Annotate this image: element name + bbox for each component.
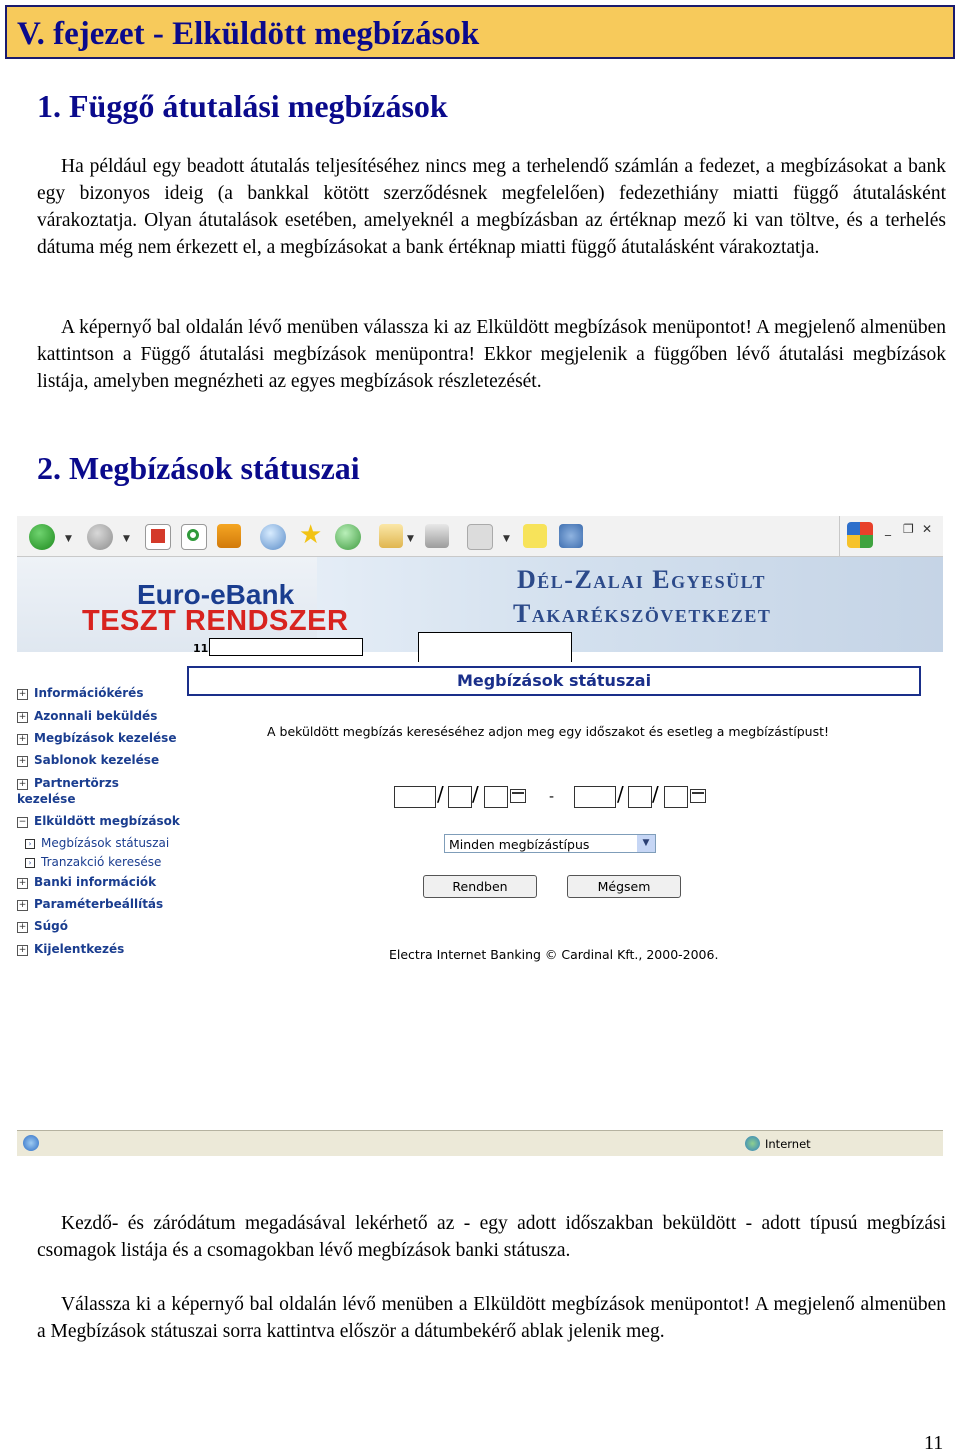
sidebar-item-kijelentkezes[interactable]: + Kijelentkezés (18, 942, 125, 956)
start-year-input[interactable] (394, 786, 436, 808)
expand-icon: + (18, 945, 27, 955)
expand-icon: + (18, 779, 27, 789)
history-icon[interactable] (335, 524, 361, 550)
back-icon[interactable] (29, 524, 55, 550)
sidebar-item-banki-informaciok[interactable]: + Banki információk (18, 875, 157, 889)
calendar-icon[interactable] (510, 789, 526, 803)
sidebar-item-partnertorzs-cont[interactable]: kezelése (17, 792, 76, 806)
edit-icon[interactable] (467, 524, 493, 550)
expand-icon: + (18, 734, 27, 744)
expand-icon: + (18, 712, 27, 722)
print-icon[interactable] (425, 524, 449, 548)
forward-dropdown-icon[interactable]: ▼ (123, 534, 130, 544)
sidebar-item-sugo[interactable]: + Súgó (18, 919, 69, 933)
arrow-icon: › (25, 839, 35, 849)
arrow-icon: › (25, 858, 35, 868)
start-month-input[interactable] (448, 786, 472, 808)
home-icon[interactable] (217, 524, 241, 548)
test-system-label: TESZT RENDSZER (82, 605, 349, 637)
sidebar-item-megbizasok-kezelese[interactable]: + Megbízások kezelése (18, 731, 177, 745)
section1-paragraph-2: A képernyő bal oldalán lévő menüben válassza ki az Elküldött megbízások menüpontot! A megjelenő almenüben kattintson a Függő átutalási megbízások menüpontra! Ekkor megjelenik a függőben lévő átutalási megbízások listája, amelyben megnézheti az egyes megbízások részletezését. (37, 317, 946, 392)
zone-label: Internet (765, 1137, 811, 1151)
app-content: + Információkérés + Azonnali beküldés + Megbízások kezelése + Sablonok kezelése + Partnertörzs kezelése − Elküldött megbízások › Megbízások státuszai › Tranzakció keresése + Banki információk + Paraméterbeállítás + Súgó + Kijelentkezés Megbízások státuszai A beküldött megbízás kereséséhez adjon meg egy időszakot és esetleg a megbízástípust! / / - / / Minden megbízástípus ▼ Rendben Mégsem Electra Internet Banking © Cardinal Kft., 2000-2006. (17, 662, 943, 1130)
back-dropdown-icon[interactable]: ▼ (65, 534, 72, 544)
type-select[interactable]: Minden megbízástípus ▼ (444, 834, 656, 853)
sidebar-item-partnertorzs[interactable]: + Partnertörzs (18, 776, 119, 790)
instruction-text: A beküldött megbízás kereséséhez adjon meg egy időszakot és esetleg a megbízástípust! (267, 724, 830, 739)
chapter-header (5, 5, 955, 59)
collapse-icon: − (18, 817, 27, 827)
windows-logo-icon (847, 522, 873, 548)
copyright-text: Electra Internet Banking © Cardinal Kft., 2000-2006. (389, 947, 719, 962)
messenger-icon[interactable] (559, 524, 583, 548)
ok-button[interactable]: Rendben (423, 875, 537, 898)
browser-statusbar (17, 1130, 943, 1156)
expand-icon: + (18, 689, 27, 699)
end-year-input[interactable] (574, 786, 616, 808)
forward-icon[interactable] (87, 524, 113, 550)
section1-paragraph-1: Ha például egy beadott átutalás teljesítéséhez nincs meg a terhelendő számlán a fedezet, a megbízásokat a bank egy bizonyos ideig (a bankkal kötött szerződésnek megfelelően) fedezethiány miatti függő átutalásként várakoztatja. Olyan átutalások esetében, amelyeknél a megbízásban az értéknap mező ki van töltve, és a terhelés dátuma még nem érkezett el, a megbízásokat a bank értéknap miatti függő átutalásként várakoztatja. (37, 156, 946, 258)
sidebar-item-informaciokeres[interactable]: + Információkérés (18, 686, 144, 700)
sidebar-item-sablonok-kezelese[interactable]: + Sablonok kezelése (18, 753, 160, 767)
chapter-title: V. fejezet - Elküldött megbízások (17, 16, 480, 52)
cancel-button[interactable]: Mégsem (567, 875, 681, 898)
ie-page-icon (23, 1135, 39, 1151)
expand-icon: + (18, 922, 27, 932)
expand-icon: + (18, 756, 27, 766)
brand-logo: Euro-eBank (137, 579, 295, 610)
discuss-icon[interactable] (523, 524, 547, 548)
search-icon[interactable] (260, 524, 286, 550)
chevron-down-icon[interactable]: ▼ (637, 835, 655, 852)
sidebar-item-azonnali-bekuldes[interactable]: + Azonnali beküldés (18, 709, 158, 723)
close-icon[interactable]: ✕ (922, 522, 933, 536)
sidebar-subitem-megbizasok-statuszai[interactable]: › Megbízások státuszai (25, 836, 169, 850)
browser-screenshot (17, 516, 943, 1156)
section2-title: 2. Megbízások státuszai (37, 450, 360, 486)
panel-title: Megbízások státuszai (187, 666, 921, 696)
minimize-icon[interactable]: _ (885, 522, 891, 536)
expand-icon: + (18, 878, 27, 888)
mail-icon[interactable] (379, 524, 403, 548)
bank-name-line1: Dél-Zalai Egyesült (517, 565, 767, 594)
end-day-input[interactable] (664, 786, 688, 808)
bank-name-line2: Takarékszövetkezet (513, 599, 772, 628)
page-number: 11 (924, 1432, 944, 1454)
browser-toolbar (17, 516, 943, 557)
end-month-input[interactable] (628, 786, 652, 808)
start-day-input[interactable] (484, 786, 508, 808)
refresh-icon[interactable] (181, 524, 207, 550)
expand-icon: + (18, 900, 27, 910)
sidebar-subitem-tranzakcio-keresese[interactable]: › Tranzakció keresése (25, 855, 161, 869)
favorites-star-icon[interactable]: ★ (299, 520, 323, 549)
sidebar-item-parameterbeallitas[interactable]: + Paraméterbeállítás (18, 897, 164, 911)
section1-title: 1. Függő átutalási megbízások (37, 88, 448, 124)
calendar-icon[interactable] (690, 789, 706, 803)
section2-paragraph-1: Kezdő- és záródátum megadásával lekérhető az - egy adott időszakban beküldött - adott típusú megbízási csomagok listája és a csomagokban lévő megbízások banki státusza. (37, 1213, 946, 1261)
user-id: 11 (193, 642, 209, 655)
mail-dropdown-icon[interactable]: ▼ (407, 534, 414, 544)
sidebar-item-elkuldott-megbizasok[interactable]: − Elküldött megbízások (18, 814, 180, 828)
redacted-field-1 (209, 638, 363, 656)
section2-paragraph-2: Válassza ki a képernyő bal oldalán lévő menüben a Elküldött megbízások menüpontot! A megjelenő almenüben a Megbízások státuszai sorra kattintva először a dátumbekérő ablak jelenik meg. (37, 1294, 946, 1342)
edit-dropdown-icon[interactable]: ▼ (503, 534, 510, 544)
stop-icon[interactable] (145, 524, 171, 550)
restore-icon[interactable]: ❐ (903, 522, 914, 536)
internet-zone-icon (745, 1136, 760, 1151)
